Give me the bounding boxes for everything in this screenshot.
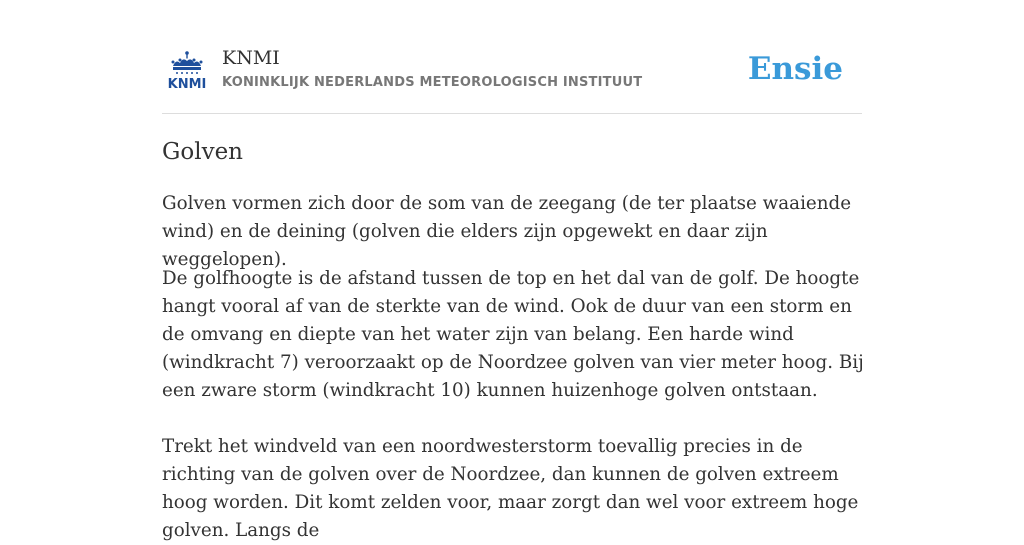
article-paragraph: Trekt het windveld van een noordwesterstorm toevallig precies in de richting van de golven over de Noordzee, dan kunnen de golven extreem hoog worden. Dit komt zelden voor, maar zorgt dan wel voor extreem hoge golven. Langs de [162,436,859,541]
article-title: Golven [162,139,243,165]
brand-logo[interactable]: Ensie [747,51,843,87]
org-subtitle: KONINKLIJK NEDERLANDS METEOROLOGISCH INSTITUUT [222,75,643,90]
page [162,0,864,541]
article-paragraph: Golven vormen zich door de som van de zeegang (de ter plaatse waaiende wind) en de deining (golven die elders zijn opgewekt en daar zijn weggelopen). [162,193,852,270]
article-paragraph: De golfhoogte is de afstand tussen de top en het dal van de golf. De hoogte hangt vooral af van de sterkte van de wind. Ook de duur van een storm en de omvang en diepte van het water zijn van belang. Een harde wind (windkracht 7) veroorzaakt op de Noordzee golven van vier meter hoog. Bij een zware storm (windkracht 10) kunnen huizenhoge golven ontstaan. [162,268,864,401]
knmi-crown-logo[interactable] [164,50,210,90]
logo-text: KNMI [167,77,207,92]
org-name: KNMI [222,47,280,69]
site-header [162,0,862,114]
